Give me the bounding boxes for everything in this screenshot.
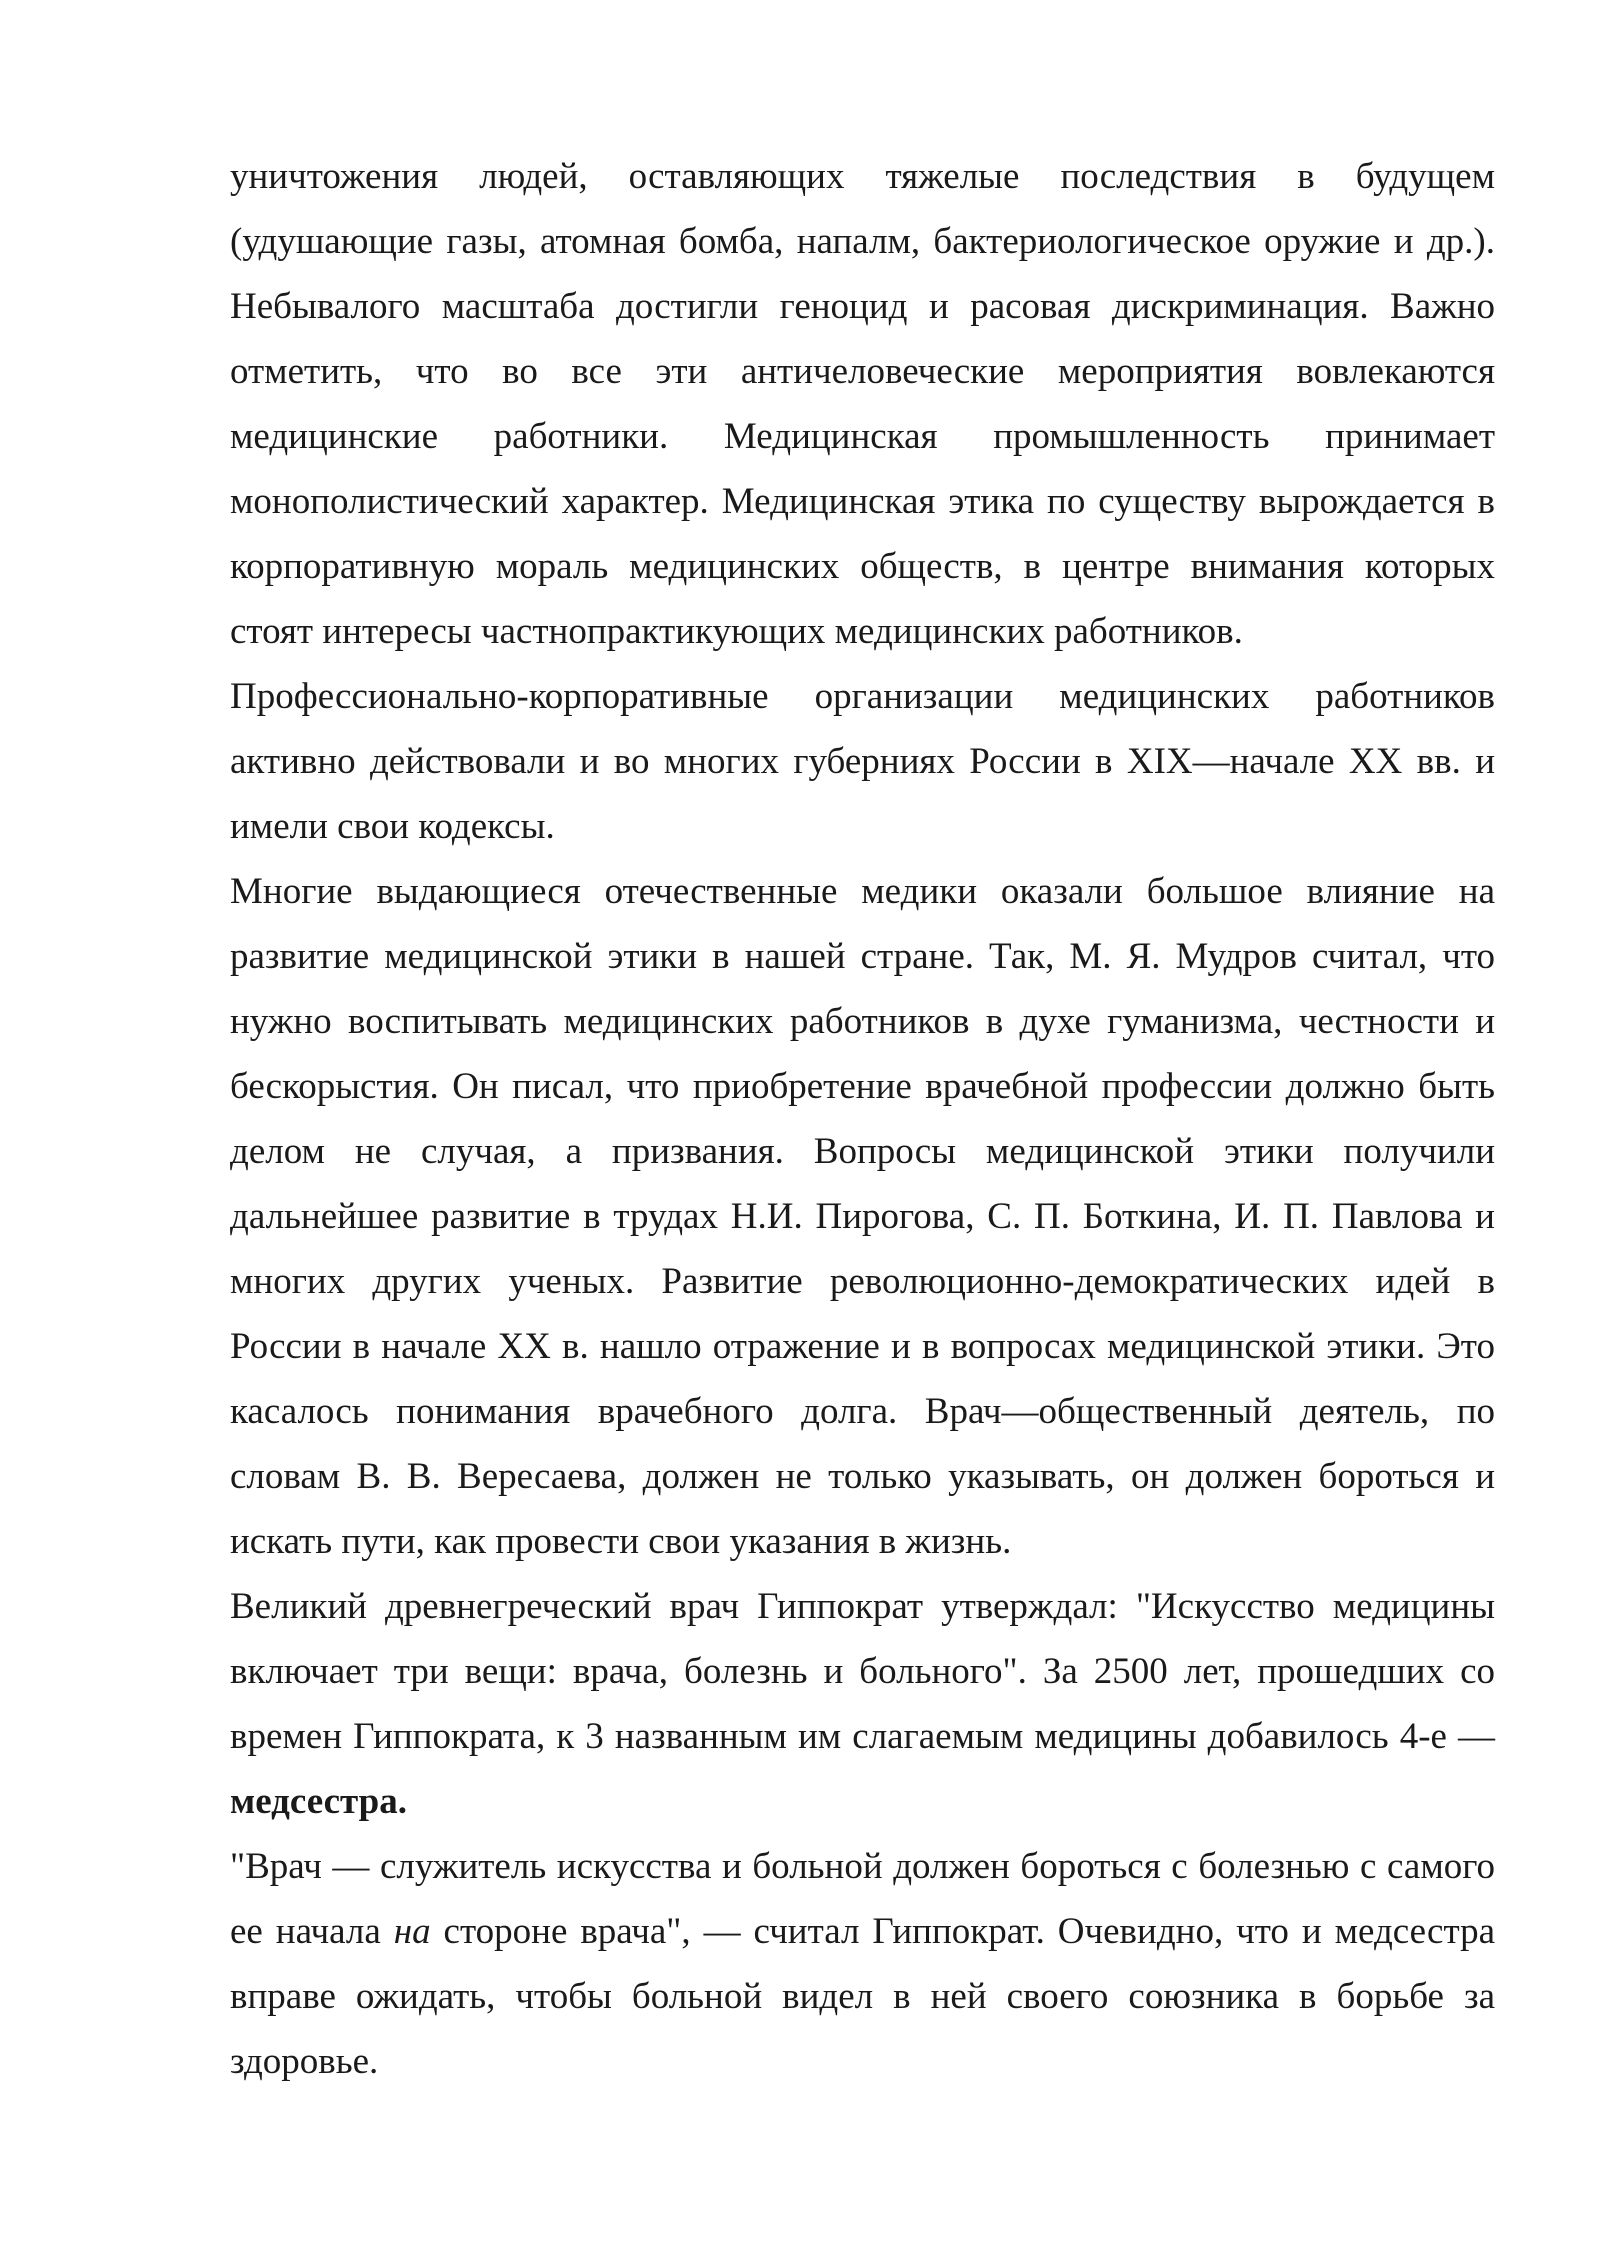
paragraph-5-after: стороне врача", — считал Гиппократ. Очевидно, что и медсестра вправе ожидать, чтобы больной видел в ней своего союзника в борьбе за здоровье. [230, 1911, 1495, 2082]
paragraph-1: уничтожения людей, оставляющих тяжелые последствия в будущем (удушающие газы, атомная бомба, напалм, бактериологическое оружие и др.). Небывалого масштаба достигли геноцид и расовая дискриминация. Важно отметить, что во все эти античеловеческие мероприятия вовлекаются медицинские работники. Медицинская промышленность принимает монополистический характер. Медицинская этика по существу вырождается в корпоративную мораль медицинских обществ, в центре внимания которых стоят интересы частнопрактикующих медицинских работников. [230, 156, 1495, 652]
paragraph-5-before: "Врач — служитель искусства и больной должен бороться с болезнью с самого ее начала [230, 1846, 1495, 1952]
paragraph-5 [230, 1834, 1495, 2094]
document-page [230, 144, 1495, 2094]
paragraph-4-bold: медсестра. [230, 1781, 407, 1822]
paragraph-3: Многие выдающиеся отечественные медики оказали большое влияние на развитие медицинской этики в нашей стране. Так, М. Я. Мудров считал, что нужно воспитывать медицинских работников в духе гуманизма, честности и бескорыстия. Он писал, что приобретение врачебной профессии должно быть делом не случая, а призвания. Вопросы медицинской этики получили дальнейшее развитие в трудах Н.И. Пирогова, С. П. Боткина, И. П. Павлова и многих других ученых. Развитие революционно-демократических идей в России в начале XX в. нашло отражение и в вопросах медицинской этики. Это касалось понимания врачебного долга. Врач—общественный деятель, по словам В. В. Вересаева, должен не только указывать, он должен бороться и искать пути, как провести свои указания в жизнь. [230, 871, 1495, 1562]
paragraph-5-italic: на [393, 1911, 431, 1952]
paragraph-4 [230, 1574, 1495, 1834]
paragraph-2: Профессионально-корпоративные организации медицинских работников активно действовали и во многих губерниях России в XIX—начале XX вв. и имели свои кодексы. [230, 676, 1495, 847]
paragraph-4-text: Великий древнегреческий врач Гиппократ утверждал: "Искусство медицины включает три вещи: врача, болезнь и больного". За 2500 лет, прошедших со времен Гиппократа, к 3 названным им слагаемым медицины добавилось 4-е — [230, 1586, 1495, 1757]
